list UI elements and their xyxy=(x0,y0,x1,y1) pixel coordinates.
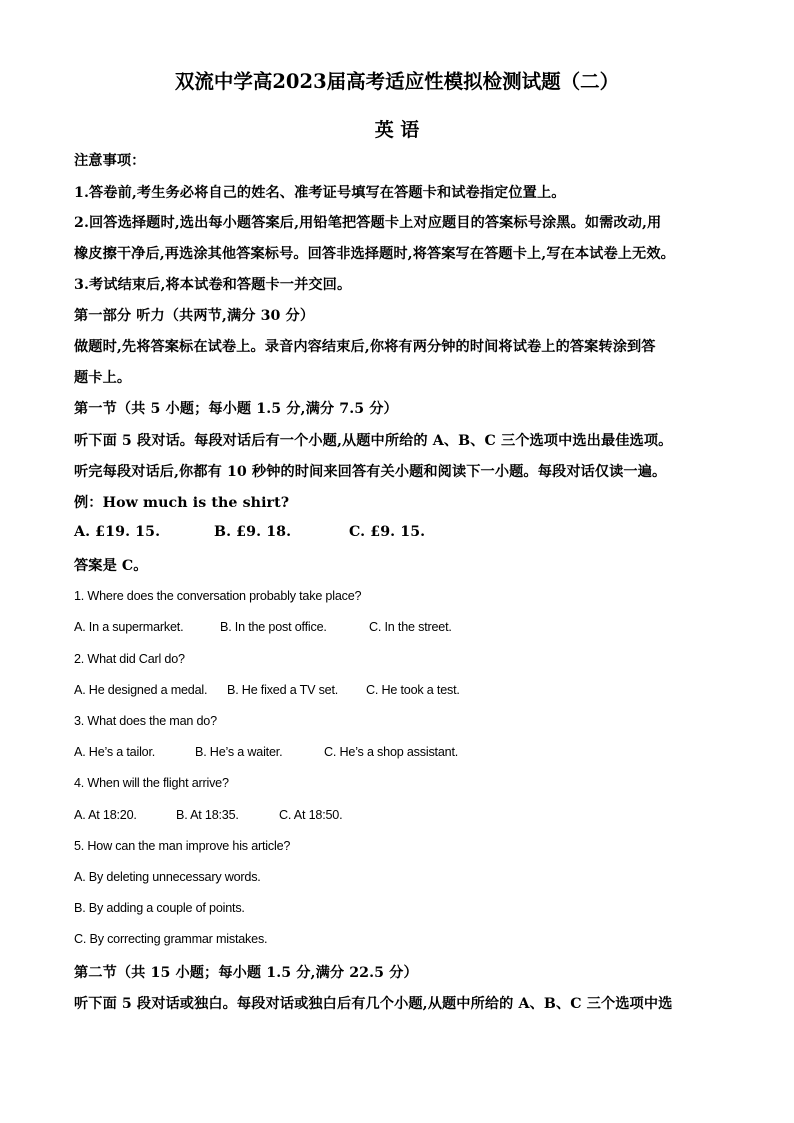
note-item-2-line-2: 橡皮擦干净后,再选涂其他答案标号。回答非选择题时,将答案写在答题卡上,写在本试卷上无效。 xyxy=(74,246,675,262)
q1-option-b: B. In the post office. xyxy=(220,620,327,634)
subject-title: 英 语 xyxy=(374,119,420,141)
example-option-c: C. £9. 15. xyxy=(349,524,426,540)
section1-instruction-line-1: 听下面 5 段对话。每段对话后有一个小题,从题中所给的 A、B、C 三个选项中选出最佳选项。 xyxy=(74,433,673,449)
q4-option-c: C. At 18:50. xyxy=(279,808,343,822)
section1-instruction-line-2: 听完每段对话后,你都有 10 秒钟的时间来回答有关小题和阅读下一小题。每段对话仅读一遍。 xyxy=(74,464,667,480)
question-4-options xyxy=(74,808,342,822)
section2-instruction-line-1: 听下面 5 段对话或独白。每段对话或独白后有几个小题,从题中所给的 A、B、C 三个选项中选 xyxy=(74,996,673,1012)
section1-heading: 第一节（共 5 小题；每小题 1.5 分,满分 7.5 分） xyxy=(74,401,398,417)
q3-option-b: B. He’s a waiter. xyxy=(195,745,283,759)
q5-option-c: C. By correcting grammar mistakes. xyxy=(74,932,268,946)
part1-heading: 第一部分 听力（共两节,满分 30 分） xyxy=(74,308,315,324)
q4-option-b: B. At 18:35. xyxy=(176,808,239,822)
q5-option-a: A. By deleting unnecessary words. xyxy=(74,870,261,884)
exam-title: 双流中学高2023届高考适应性模拟检测试题（二） xyxy=(174,70,620,93)
question-5: 5. How can the man improve his article? xyxy=(74,839,291,853)
q3-option-a: A. He’s a tailor. xyxy=(74,745,156,759)
question-4: 4. When will the flight arrive? xyxy=(74,776,229,790)
q2-option-a: A. He designed a medal. xyxy=(74,683,208,697)
question-1-options xyxy=(74,620,452,634)
q5-option-b: B. By adding a couple of points. xyxy=(74,901,245,915)
q1-option-a: A. In a supermarket. xyxy=(74,620,184,634)
q2-option-c: C. He took a test. xyxy=(366,683,460,697)
question-2-options xyxy=(74,683,460,697)
question-2: 2. What did Carl do? xyxy=(74,652,185,666)
section2-heading: 第二节（共 15 小题；每小题 1.5 分,满分 22.5 分） xyxy=(74,965,418,981)
note-item-1: 1.答卷前,考生务必将自己的姓名、准考证号填写在答题卡和试卷指定位置上。 xyxy=(74,185,566,201)
q3-option-c: C. He’s a shop assistant. xyxy=(324,745,459,759)
example-answer: 答案是 C。 xyxy=(74,558,148,574)
part1-instruction-line-1: 做题时,先将答案标在试卷上。录音内容结束后,你将有两分钟的时间将试卷上的答案转涂到答 xyxy=(74,339,656,355)
q2-option-b: B. He fixed a TV set. xyxy=(227,683,339,697)
note-item-3: 3.考试结束后,将本试卷和答题卡一并交回。 xyxy=(74,277,352,293)
example-option-b: B. £9. 18. xyxy=(214,524,292,540)
q4-option-a: A. At 18:20. xyxy=(74,808,137,822)
example-options xyxy=(74,524,425,540)
question-1: 1. Where does the conversation probably take place? xyxy=(74,589,362,603)
question-3-options xyxy=(74,745,458,759)
question-3: 3. What does the man do? xyxy=(74,714,217,728)
example-option-a: A. £19. 15. xyxy=(74,524,161,540)
q1-option-c: C. In the street. xyxy=(369,620,452,634)
note-item-2-line-1: 2.回答选择题时,选出每小题答案后,用铅笔把答题卡上对应题目的答案标号涂黑。如需改动,用 xyxy=(74,215,662,231)
notes-heading: 注意事项： xyxy=(74,153,146,169)
example-question: 例：How much is the shirt? xyxy=(74,495,290,511)
part1-instruction-line-2: 题卡上。 xyxy=(74,370,132,386)
